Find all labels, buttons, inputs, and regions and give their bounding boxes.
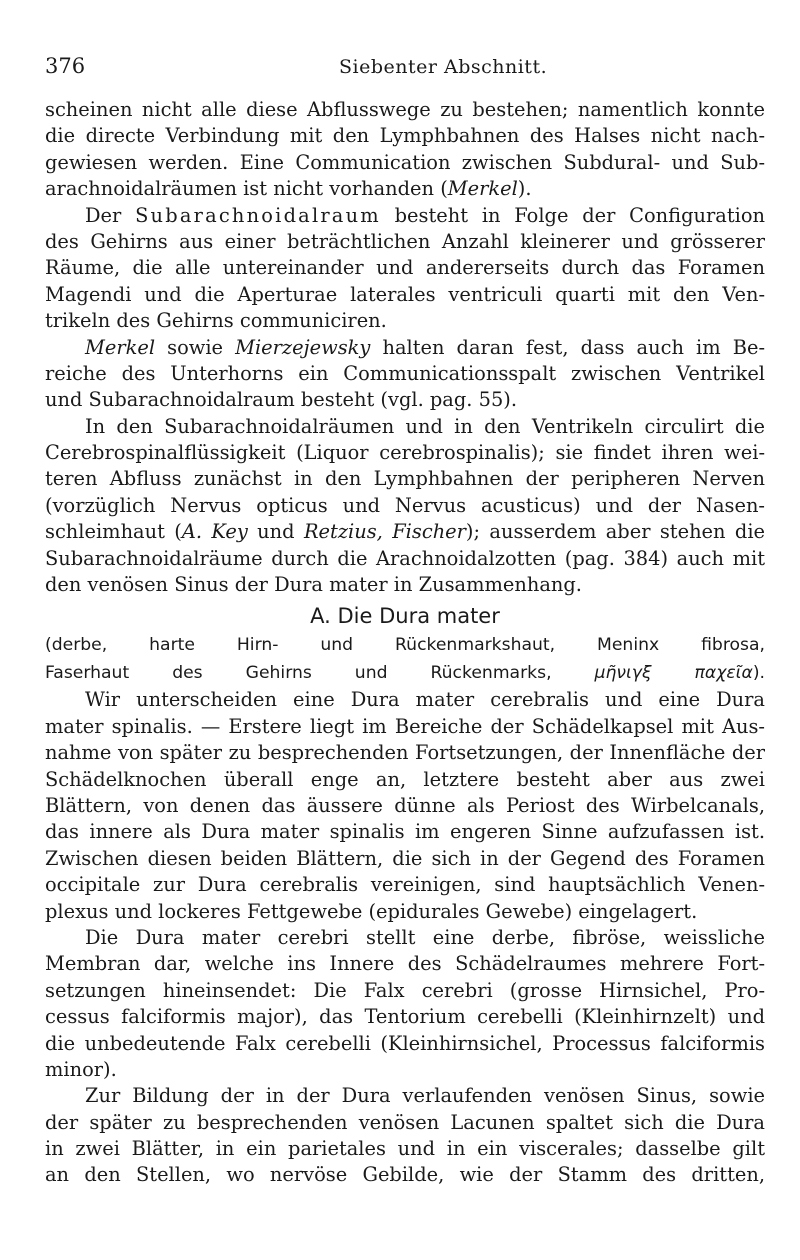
text-line: Subarachnoidalräume durch die Arachnoidalzotten (pag. 384) auch mit <box>45 546 765 570</box>
text-line: Der Subarachnoidalraum besteht in Folge der Configuration <box>85 203 765 227</box>
text-line: setzungen hineinsendet: Die Falx cerebri (grosse Hirnsichel, Pro- <box>45 978 765 1002</box>
text-line: Cerebrospinalflüssigkeit (Liquor cerebrospinalis); sie findet ihren wei- <box>45 441 765 465</box>
author-name: Merkel <box>447 177 518 201</box>
text-line: minor). <box>45 1057 117 1081</box>
text-line: scheinen nicht alle diese Abflusswege zu bestehen; namentlich konnte <box>45 98 765 121</box>
text-line: Magendi und die Aperturae laterales ventriculi quarti mit den Ven- <box>45 282 765 306</box>
greek-term: μῆνιγξ παχεῖα <box>594 663 753 684</box>
author-name: Merkel <box>85 335 156 359</box>
text-line: occipitale zur Dura cerebralis vereinigen, sind hauptsächlich Venen- <box>45 873 765 897</box>
text-line: der später zu besprechenden venösen Lacunen spaltet sich die Dura <box>45 1110 765 1134</box>
text-line: die unbedeutende Falx cerebelli (Kleinhirnsichel, Processus falciformis <box>45 1031 765 1055</box>
author-name: Retzius, Fischer <box>303 520 466 544</box>
text-line: gewiesen werden. Eine Communication zwischen Subdural- und Sub- <box>45 150 765 174</box>
page-number: 376 <box>45 54 86 78</box>
text-line: Blättern, von denen das äussere dünne als Periost des Wirbelcanals, <box>45 793 765 817</box>
text-line: des Gehirns aus einer beträchtlichen Anzahl kleinerer und grösserer <box>45 229 765 253</box>
text-line: Zwischen diesen beiden Blättern, die sich in der Gegend des Foramen <box>45 846 765 870</box>
text-line: trikeln des Gehirns communiciren. <box>45 309 387 333</box>
text-line: Schädelknochen überall enge an, letztere besteht aber aus zwei <box>45 767 765 791</box>
text-line: den venösen Sinus der Dura mater in Zusammenhang. <box>45 573 582 597</box>
text-line: die directe Verbindung mit den Lymphbahnen des Halses nicht nach- <box>45 124 765 148</box>
text-line: Die Dura mater cerebri stellt eine derbe, fibröse, weissliche <box>85 925 765 949</box>
text-line: Merkel sowie Mierzejewsky halten daran fest, dass auch im Be- <box>85 335 765 359</box>
author-name: Mierzejewsky <box>235 335 371 359</box>
text-line: (vorzüglich Nervus opticus und Nervus acusticus) und der Nasen- <box>45 493 765 517</box>
text-line: Räume, die alle untereinander und andererseits durch das Foramen <box>45 256 765 280</box>
text-line: und Subarachnoidalraum besteht (vgl. pag. 55). <box>45 388 518 412</box>
text-line: reiche des Unterhorns ein Communicationsspalt zwischen Ventrikel <box>45 361 765 385</box>
spaced-term: Subarachnoidalraum <box>135 203 381 227</box>
running-title: Siebenter Abschnitt. <box>339 56 548 78</box>
text-line: in zwei Blätter, in ein parietales und in ein viscerales; dasselbe gilt <box>45 1137 765 1161</box>
section-subtitle: (derbe, harte Hirn- und Rückenmarkshaut, Meninx fibrosa, <box>45 635 765 656</box>
text-line: arachnoidalräumen ist nicht vorhanden (Merkel). <box>45 177 532 201</box>
author-name: A. Key <box>181 520 248 544</box>
text-line: mater spinalis. — Erstere liegt im Bereiche der Schädelkapsel mit Aus- <box>45 714 765 738</box>
text-line: teren Abfluss zunächst in den Lymphbahnen der peripheren Nerven <box>45 467 765 491</box>
section-subtitle: Faserhaut des Gehirns und Rückenmarks, μῆνιγξ παχεῖα). <box>45 663 765 684</box>
text-line: In den Subarachnoidalräumen und in den Ventrikeln circulirt die <box>85 414 765 438</box>
text-line: plexus und lockeres Fettgewebe (epidurales Gewebe) eingelagert. <box>45 899 698 923</box>
page-body <box>45 97 765 1189</box>
text-line: nahme von später zu besprechenden Fortsetzungen, der Innenfläche der <box>45 741 765 765</box>
text-line: an den Stellen, wo nervöse Gebilde, wie der Stamm des dritten, <box>45 1163 765 1187</box>
text-line: das innere als Dura mater spinalis im engeren Sinne aufzufassen ist. <box>45 820 765 844</box>
text-line: Membran dar, welche ins Innere des Schädelraumes mehrere Fort- <box>45 952 765 976</box>
section-heading: A. Die Dura mater <box>310 604 500 629</box>
text-line: cessus falciformis major), das Tentorium cerebelli (Kleinhirnzelt) und <box>45 1005 765 1029</box>
page-header <box>45 54 765 84</box>
text-line: schleimhaut (A. Key und Retzius, Fischer); ausserdem aber stehen die <box>45 520 765 544</box>
text-line: Wir unterscheiden eine Dura mater cerebralis und eine Dura <box>85 688 765 712</box>
text-line: Zur Bildung der in der Dura verlaufenden venösen Sinus, sowie <box>85 1084 765 1108</box>
